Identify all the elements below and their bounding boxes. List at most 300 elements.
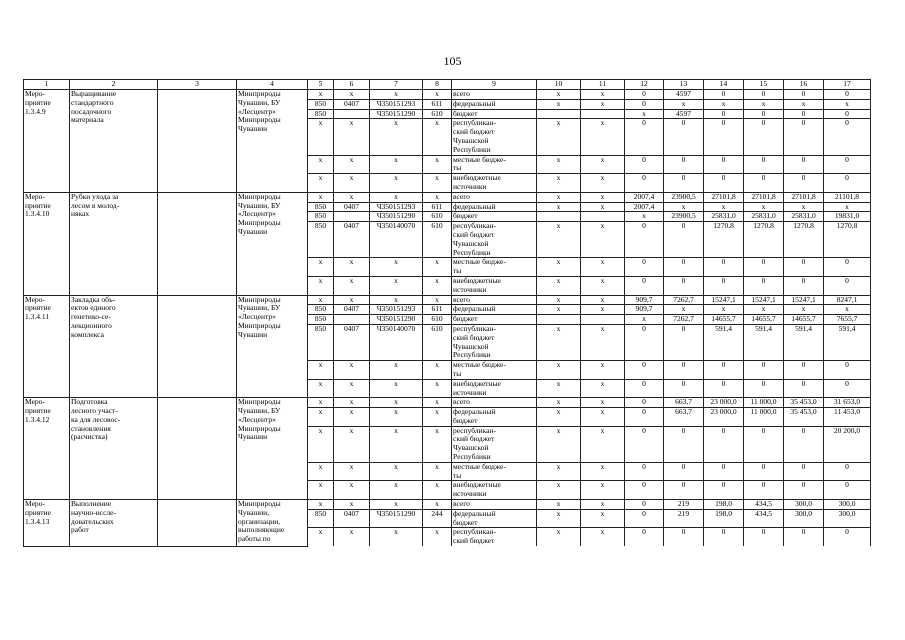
value-cell: 0 [744,258,784,277]
value-cell: x [581,202,625,212]
value-cell: x [824,305,871,315]
section-code: x [334,500,370,510]
value-cell: 0 [704,481,744,500]
value-cell: 300,0 [784,509,824,528]
value-cell: 0 [744,109,784,119]
value-cell: x [537,408,581,427]
funding-source: бюджет [452,212,537,222]
value-cell: 0 [744,361,784,380]
value-cell: 0 [625,222,664,258]
value-cell: x [581,155,625,174]
value-cell: x [784,305,824,315]
value-cell: 0 [625,528,664,546]
responsible-executor: Минприроды Чувашии, БУ «Лесцентр» Минприроды Чувашии [237,295,308,398]
value-cell [581,212,625,222]
section-code: x [334,276,370,295]
table-row [24,192,871,202]
value-cell: 15247,1 [744,295,784,305]
value-cell: x [744,202,784,212]
value-cell: x [581,90,625,100]
value-cell: 0 [704,426,744,462]
value-cell [537,315,581,325]
funding-source: внебюджетные источники [452,379,537,398]
value-cell: 27101,8 [784,192,824,202]
value-cell: x [581,408,625,427]
value-cell: 0 [744,481,784,500]
measure-id: Меро- приятие 1.3.4.10 [24,192,70,295]
measure-name: Выращивание стандартного посадочного материала [70,90,158,193]
empty-col [158,90,237,193]
value-cell: x [537,426,581,462]
value-cell: 1270,8 [744,222,784,258]
funding-source: бюджет [452,109,537,119]
value-cell: 0 [744,174,784,193]
target-article: x [370,426,423,462]
header-cell: 11 [581,80,625,90]
funding-source: республикан- ский бюджет Чувашской Республики [452,222,537,258]
grbs-code: 850 [308,324,334,360]
header-cell: 1 [24,80,70,90]
value-cell: 1270,8 [784,222,824,258]
value-cell: 25831,0 [784,212,824,222]
grbs-code: x [308,379,334,398]
value-cell: 0 [704,90,744,100]
value-cell: x [824,99,871,109]
measure-id: Меро- приятие 1.3.4.11 [24,295,70,398]
value-cell: 7262,7 [664,315,704,325]
section-code: 0407 [334,222,370,258]
value-cell: 11 000,0 [744,398,784,408]
expense-type: 611 [423,202,452,212]
header-cell: 7 [370,80,423,90]
value-cell: 0 [704,379,744,398]
value-cell: x [537,90,581,100]
value-cell: 0 [824,361,871,380]
value-cell: 0 [784,462,824,481]
value-cell: 7262,7 [664,295,704,305]
target-article: x [370,408,423,427]
table-row [24,500,871,510]
expense-type: x [423,174,452,193]
header-row [24,80,871,90]
target-article: Ч350151290 [370,509,423,528]
value-cell: 0 [704,361,744,380]
section-code: 0407 [334,324,370,360]
funding-source: внебюджетные источники [452,174,537,193]
target-article: x [370,192,423,202]
value-cell: 0 [704,119,744,155]
target-article: x [370,481,423,500]
value-cell: 21101,8 [824,192,871,202]
value-cell: x [537,119,581,155]
value-cell: 0 [744,90,784,100]
value-cell: 11 000,0 [744,408,784,427]
value-cell: x [537,155,581,174]
value-cell: 0 [784,174,824,193]
value-cell: 0 [784,90,824,100]
value-cell: 0 [664,462,704,481]
value-cell: 0 [625,398,664,408]
value-cell: 0 [824,462,871,481]
section-code: 0407 [334,305,370,315]
budget-table [23,79,871,547]
funding-source: всего [452,192,537,202]
value-cell: 0 [704,109,744,119]
target-article: Ч350151290 [370,315,423,325]
table-row [24,295,871,305]
responsible-executor: Минприроды Чувашии, БУ «Лесцентр» Минприроды Чувашии [237,90,308,193]
expense-type: x [423,258,452,277]
funding-source: республикан- ский бюджет Чувашской Республики [452,119,537,155]
value-cell: 0 [625,481,664,500]
measure-name: Рубки ухода за лесом в молод- няках [70,192,158,295]
value-cell: 0 [784,379,824,398]
value-cell: 0 [784,258,824,277]
value-cell: 0 [704,276,744,295]
header-cell: 10 [537,80,581,90]
value-cell: x [581,222,625,258]
value-cell: x [744,305,784,315]
expense-type: 610 [423,109,452,119]
value-cell: x [581,426,625,462]
funding-source: всего [452,295,537,305]
value-cell: 0 [664,379,704,398]
value-cell: 0 [664,426,704,462]
grbs-code: 850 [308,305,334,315]
value-cell: 2007,4 [625,202,664,212]
expense-type: 611 [423,305,452,315]
funding-source: всего [452,90,537,100]
value-cell [581,109,625,119]
section-code: x [334,119,370,155]
responsible-executor: Минприроды Чувашии, БУ «Лесцентр» Минприроды Чувашии [237,398,308,500]
target-article: x [370,90,423,100]
section-code: x [334,426,370,462]
value-cell: 0 [664,119,704,155]
header-cell: 9 [452,80,537,90]
funding-source: местные бюдже- ты [452,361,537,380]
grbs-code: x [308,408,334,427]
value-cell: x [581,174,625,193]
value-cell: 0 [704,174,744,193]
value-cell: 0 [664,481,704,500]
section-code: x [334,379,370,398]
header-cell: 5 [308,80,334,90]
value-cell: x [537,509,581,528]
expense-type: x [423,426,452,462]
grbs-code: x [308,258,334,277]
value-cell [581,315,625,325]
value-cell: x [581,276,625,295]
page-number: 105 [443,54,462,68]
measure-id: Меро- приятие 1.3.4.9 [24,90,70,193]
value-cell: 909,7 [625,295,664,305]
value-cell: x [664,202,704,212]
value-cell: 0 [744,276,784,295]
funding-source: бюджет [452,315,537,325]
funding-source: местные бюдже- ты [452,155,537,174]
value-cell: 0 [824,379,871,398]
funding-source: местные бюдже- ты [452,258,537,277]
value-cell: 219 [664,509,704,528]
value-cell: 219 [664,500,704,510]
value-cell: 0 [704,258,744,277]
section-code [334,212,370,222]
funding-source: федеральный бюджет [452,408,537,427]
grbs-code: x [308,119,334,155]
expense-type: 244 [423,509,452,528]
expense-type: x [423,155,452,174]
value-cell: 0 [744,379,784,398]
funding-source: местные бюдже- ты [452,462,537,481]
value-cell: 434,5 [744,509,784,528]
value-cell: 0 [625,119,664,155]
expense-type: x [423,528,452,546]
value-cell: 300,0 [824,509,871,528]
value-cell: x [824,202,871,212]
target-article: Ч350151293 [370,99,423,109]
value-cell: x [581,500,625,510]
grbs-code: 850 [308,315,334,325]
funding-source: всего [452,500,537,510]
value-cell: 23900,5 [664,212,704,222]
grbs-code: x [308,528,334,546]
funding-source: республикан- ский бюджет Чувашской Республики [452,324,537,360]
expense-type: x [423,379,452,398]
header-cell: 16 [784,80,824,90]
value-cell: 7655,7 [824,315,871,325]
grbs-code: x [308,426,334,462]
value-cell: 0 [824,155,871,174]
target-article: Ч350151290 [370,109,423,119]
value-cell: x [537,258,581,277]
value-cell: x [537,222,581,258]
grbs-code: 850 [308,109,334,119]
value-cell: x [537,99,581,109]
value-cell: 591,4 [744,324,784,360]
value-cell: 35 453,0 [784,408,824,427]
funding-source: федеральный [452,305,537,315]
section-code: x [334,462,370,481]
value-cell: 0 [625,324,664,360]
empty-col [158,500,237,546]
grbs-code: 850 [308,99,334,109]
value-cell: x [744,99,784,109]
value-cell: 591,4 [824,324,871,360]
value-cell: 909,7 [625,305,664,315]
target-article: x [370,155,423,174]
value-cell: 0 [824,90,871,100]
value-cell: 14655,7 [784,315,824,325]
value-cell: 0 [664,361,704,380]
grbs-code: 850 [308,212,334,222]
funding-source: всего [452,398,537,408]
section-code: x [334,481,370,500]
value-cell: 4597 [664,109,704,119]
value-cell: x [537,202,581,212]
table-row [24,90,871,100]
value-cell: 0 [744,119,784,155]
value-cell: x [581,379,625,398]
value-cell: x [704,305,744,315]
value-cell: 0 [664,222,704,258]
value-cell: 0 [824,481,871,500]
value-cell: 25831,0 [744,212,784,222]
value-cell: 0 [625,258,664,277]
value-cell: 15247,1 [704,295,744,305]
header-cell: 17 [824,80,871,90]
expense-type: x [423,408,452,427]
section-code: x [334,398,370,408]
section-code: x [334,295,370,305]
grbs-code: 850 [308,509,334,528]
value-cell: x [784,99,824,109]
value-cell: 591,4 [784,324,824,360]
expense-type: x [423,192,452,202]
value-cell: 35 453,0 [784,398,824,408]
value-cell: 0 [784,361,824,380]
value-cell: x [581,528,625,546]
value-cell: x [537,324,581,360]
value-cell: 0 [664,258,704,277]
section-code: x [334,155,370,174]
grbs-code: x [308,155,334,174]
expense-type: x [423,462,452,481]
header-cell: 14 [704,80,744,90]
section-code [334,109,370,119]
value-cell: x [537,379,581,398]
value-cell: 0 [744,528,784,546]
value-cell: 4597 [664,90,704,100]
grbs-code: x [308,500,334,510]
value-cell: 0 [625,276,664,295]
value-cell: 0 [704,155,744,174]
grbs-code: x [308,462,334,481]
target-article: x [370,174,423,193]
section-code: 0407 [334,509,370,528]
value-cell: x [581,305,625,315]
funding-source: республикан- ский бюджет Чувашской Республики [452,426,537,462]
value-cell: 591,4 [704,324,744,360]
section-code: x [334,90,370,100]
value-cell: x [537,462,581,481]
empty-col [158,398,237,500]
section-code: x [334,361,370,380]
responsible-executor: Минприроды Чувашии, БУ «Лесцентр» Минприроды Чувашии [237,192,308,295]
section-code: 0407 [334,99,370,109]
value-cell: x [625,212,664,222]
value-cell: 0 [824,258,871,277]
value-cell: 31 653,0 [824,398,871,408]
target-article: x [370,500,423,510]
section-code: x [334,258,370,277]
value-cell: 0 [664,276,704,295]
value-cell: 198,0 [704,509,744,528]
target-article: Ч350140070 [370,222,423,258]
value-cell: x [537,500,581,510]
value-cell: x [625,315,664,325]
value-cell: 0 [744,155,784,174]
expense-type: 610 [423,212,452,222]
value-cell: x [537,305,581,315]
expense-type: x [423,481,452,500]
value-cell: 0 [784,109,824,119]
measure-id: Меро- приятие 1.3.4.12 [24,398,70,500]
value-cell: 0 [824,109,871,119]
measure-name: Выполнение научно-иссле- довательских работ [70,500,158,546]
value-cell: x [581,119,625,155]
value-cell: 8247,1 [824,295,871,305]
value-cell: x [537,481,581,500]
value-cell: 2007,4 [625,192,664,202]
expense-type: x [423,90,452,100]
target-article: x [370,462,423,481]
value-cell: 0 [784,426,824,462]
empty-col [158,295,237,398]
value-cell: 0 [625,379,664,398]
value-cell: 19831,0 [824,212,871,222]
grbs-code: x [308,295,334,305]
funding-source: республикан- ский бюджет [452,528,537,546]
grbs-code: x [308,361,334,380]
header-cell: 4 [237,80,308,90]
section-code: x [334,192,370,202]
target-article: x [370,528,423,546]
value-cell: x [704,99,744,109]
expense-type: 610 [423,315,452,325]
target-article: x [370,119,423,155]
value-cell [537,109,581,119]
value-cell: 23 000,0 [704,408,744,427]
value-cell: x [581,99,625,109]
expense-type: x [423,295,452,305]
table-row [24,398,871,408]
value-cell: 0 [744,462,784,481]
value-cell: x [581,258,625,277]
value-cell: 0 [625,509,664,528]
value-cell: 0 [704,462,744,481]
value-cell: x [581,509,625,528]
value-cell: 0 [784,155,824,174]
target-article: x [370,295,423,305]
value-cell: x [625,109,664,119]
expense-type: 610 [423,222,452,258]
value-cell: 0 [625,361,664,380]
header-cell: 3 [158,80,237,90]
value-cell: x [537,295,581,305]
value-cell: x [664,99,704,109]
value-cell: 0 [625,90,664,100]
value-cell: 1270,8 [824,222,871,258]
funding-source: внебюджетные источники [452,276,537,295]
value-cell: 11 453,0 [824,408,871,427]
target-article: Ч350151290 [370,212,423,222]
value-cell: 27101,8 [744,192,784,202]
value-cell: 198,0 [704,500,744,510]
target-article: x [370,379,423,398]
expense-type: 610 [423,324,452,360]
grbs-code: x [308,481,334,500]
value-cell: x [537,174,581,193]
target-article: Ч350151293 [370,305,423,315]
empty-col [158,192,237,295]
target-article: x [370,258,423,277]
value-cell: 25831,0 [704,212,744,222]
header-cell: 12 [625,80,664,90]
grbs-code: 850 [308,202,334,212]
grbs-code: x [308,90,334,100]
target-article: x [370,398,423,408]
